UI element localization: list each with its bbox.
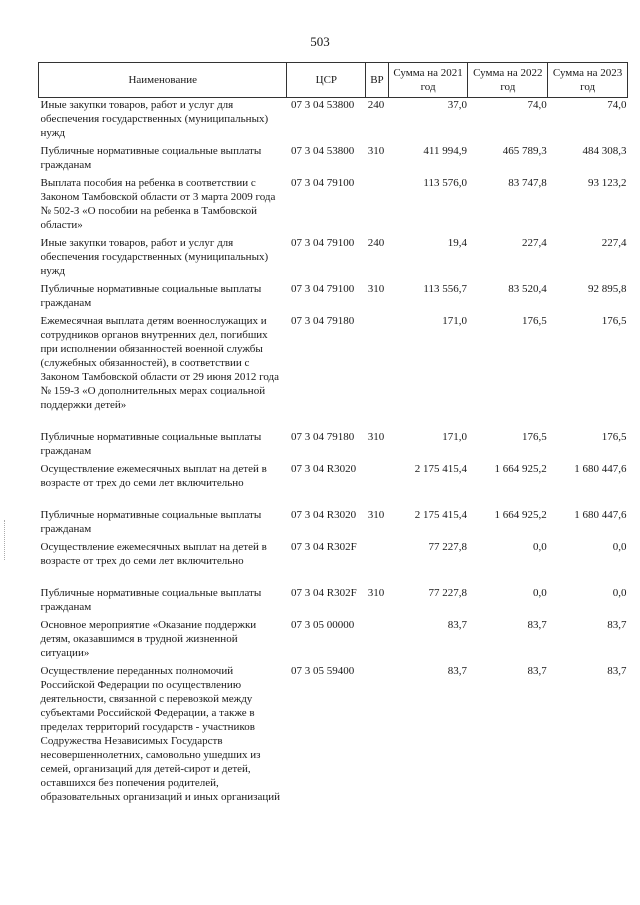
row-vr: 310 bbox=[367, 430, 385, 443]
table-row bbox=[39, 236, 628, 282]
row-sum-2022: 83,7 bbox=[527, 664, 547, 677]
table-row bbox=[39, 664, 628, 838]
row-csr: 07 3 04 79180 bbox=[290, 314, 355, 327]
row-sum-2023: 74,0 bbox=[607, 99, 627, 111]
row-sum-2022: 74,0 bbox=[527, 99, 547, 111]
row-csr: 07 3 04 R3020 bbox=[290, 508, 357, 521]
table-body bbox=[39, 98, 628, 838]
row-name: Публичные нормативные социальные выплаты гражданам bbox=[40, 282, 262, 309]
scan-margin-mark bbox=[4, 520, 7, 560]
table-row bbox=[39, 586, 628, 618]
row-csr: 07 3 04 53800 bbox=[290, 144, 355, 157]
row-name: Осуществление ежемесячных выплат на детей в возрасте от трех до семи лет включительно bbox=[40, 462, 267, 489]
table-row bbox=[39, 176, 628, 236]
header-sum-2022: Сумма на 2022 год bbox=[468, 63, 548, 98]
row-csr: 07 3 05 59400 bbox=[290, 664, 355, 677]
table-header bbox=[39, 63, 628, 98]
row-csr: 07 3 04 53800 bbox=[290, 99, 355, 111]
page-number: 503 bbox=[310, 34, 330, 49]
row-sum-2022: 227,4 bbox=[521, 236, 547, 249]
row-sum-2021: 113 556,7 bbox=[423, 282, 467, 295]
row-name: Публичные нормативные социальные выплаты гражданам bbox=[40, 430, 262, 457]
budget-table bbox=[38, 62, 628, 838]
row-sum-2021: 77 227,8 bbox=[428, 586, 467, 599]
row-sum-2023: 92 895,8 bbox=[588, 282, 627, 295]
row-sum-2023: 1 680 447,6 bbox=[574, 508, 627, 521]
row-sum-2023: 1 680 447,6 bbox=[574, 462, 627, 475]
row-sum-2021: 77 227,8 bbox=[428, 540, 467, 553]
row-csr: 07 3 04 79180 bbox=[290, 430, 355, 443]
row-vr: 310 bbox=[367, 508, 385, 521]
row-name: Осуществление ежемесячных выплат на детей в возрасте от трех до семи лет включительно bbox=[40, 540, 267, 567]
row-sum-2023: 484 308,3 bbox=[582, 144, 627, 157]
row-vr: 240 bbox=[367, 99, 385, 111]
row-sum-2022: 83,7 bbox=[527, 618, 547, 631]
row-sum-2023: 176,5 bbox=[601, 314, 627, 327]
row-csr: 07 3 04 R302F bbox=[290, 540, 357, 553]
row-sum-2022: 176,5 bbox=[521, 314, 547, 327]
row-sum-2021: 2 175 415,4 bbox=[414, 462, 467, 475]
table-row bbox=[39, 508, 628, 540]
row-csr: 07 3 04 79100 bbox=[290, 282, 355, 295]
row-sum-2023: 0,0 bbox=[612, 586, 627, 599]
row-sum-2021: 19,4 bbox=[447, 236, 467, 249]
table-row bbox=[39, 430, 628, 462]
row-name: Выплата пособия на ребенка в соответствии с Законом Тамбовской области от 3 марта 2009 года № 502-З «О пособии на ребенка в Тамбовской области» bbox=[40, 176, 276, 231]
row-csr: 07 3 04 79100 bbox=[290, 176, 355, 189]
row-sum-2022: 176,5 bbox=[521, 430, 547, 443]
row-sum-2021: 171,0 bbox=[442, 430, 467, 443]
table-row bbox=[39, 98, 628, 144]
row-vr bbox=[366, 176, 388, 236]
row-name: Публичные нормативные социальные выплаты гражданам bbox=[40, 508, 262, 535]
header-sum-2021: Сумма на 2021 год bbox=[388, 63, 468, 98]
row-sum-2023: 83,7 bbox=[607, 618, 627, 631]
row-vr bbox=[366, 314, 388, 430]
row-vr bbox=[366, 462, 388, 508]
table-row bbox=[39, 282, 628, 314]
row-csr: 07 3 04 R3020 bbox=[290, 462, 357, 475]
row-name: Иные закупки товаров, работ и услуг для обеспечения государственных (муниципальных) нужд bbox=[40, 236, 269, 277]
header-vr: ВР bbox=[366, 63, 388, 98]
row-vr: 310 bbox=[367, 282, 385, 295]
row-csr: 07 3 04 79100 bbox=[290, 236, 355, 249]
row-name: Публичные нормативные социальные выплаты гражданам bbox=[40, 144, 262, 171]
row-vr bbox=[366, 540, 388, 586]
row-sum-2023: 227,4 bbox=[601, 236, 627, 249]
row-name: Публичные нормативные социальные выплаты гражданам bbox=[40, 586, 262, 613]
row-sum-2023: 0,0 bbox=[612, 540, 627, 553]
row-sum-2022: 83 747,8 bbox=[508, 176, 547, 189]
row-vr bbox=[366, 664, 388, 838]
row-name: Иные закупки товаров, работ и услуг для обеспечения государственных (муниципальных) нужд bbox=[40, 99, 269, 139]
row-sum-2022: 83 520,4 bbox=[508, 282, 547, 295]
header-name: Наименование bbox=[39, 63, 287, 98]
row-sum-2023: 83,7 bbox=[607, 664, 627, 677]
row-sum-2021: 2 175 415,4 bbox=[414, 508, 467, 521]
header-sum-2023: Сумма на 2023 год bbox=[548, 63, 628, 98]
row-sum-2022: 1 664 925,2 bbox=[494, 508, 547, 521]
row-sum-2021: 37,0 bbox=[447, 99, 467, 111]
row-sum-2022: 0,0 bbox=[532, 586, 547, 599]
table-row bbox=[39, 462, 628, 508]
row-sum-2022: 0,0 bbox=[532, 540, 547, 553]
row-csr: 07 3 05 00000 bbox=[290, 618, 355, 631]
row-name: Основное мероприятие «Оказание поддержки детям, оказавшимся в трудной жизненной ситуации» bbox=[40, 618, 257, 659]
row-sum-2022: 1 664 925,2 bbox=[494, 462, 547, 475]
row-vr: 310 bbox=[367, 144, 385, 157]
row-sum-2023: 93 123,2 bbox=[588, 176, 627, 189]
table-row bbox=[39, 314, 628, 430]
row-sum-2021: 171,0 bbox=[442, 314, 467, 327]
row-sum-2023: 176,5 bbox=[601, 430, 627, 443]
table-row bbox=[39, 144, 628, 176]
header-csr: ЦСР bbox=[287, 63, 366, 98]
table-row bbox=[39, 540, 628, 586]
row-csr: 07 3 04 R302F bbox=[290, 586, 357, 599]
row-vr: 240 bbox=[367, 236, 385, 249]
row-sum-2021: 411 994,9 bbox=[423, 144, 467, 157]
row-sum-2021: 83,7 bbox=[447, 618, 467, 631]
row-vr bbox=[366, 618, 388, 664]
table-row bbox=[39, 618, 628, 664]
row-name: Ежемесячная выплата детям военнослужащих и сотрудников органов внутренних дел, погибших при исполнении обязанностей военной службы (служебных обязанностей), в соответствии с Законом Тамбовской области от 29 июня 2012 года № 159-З «О дополнительных мерах социальной поддержки детей» bbox=[40, 314, 280, 411]
row-sum-2021: 113 576,0 bbox=[423, 176, 467, 189]
row-sum-2022: 465 789,3 bbox=[502, 144, 547, 157]
row-vr: 310 bbox=[367, 586, 385, 599]
row-sum-2021: 83,7 bbox=[447, 664, 467, 677]
row-name: Осуществление переданных полномочий Российской Федерации по осуществлению деятельности, связанной с перевозкой между субъектами Российской Федерации, а также в пределах территорий государств - участников Содружества Независимых Государств несовершеннолетних, самовольно ушедших из семей, организаций для детей-сирот и детей, оставшихся без попечения родителей, образовательных организаций и иных организаций bbox=[40, 664, 281, 803]
